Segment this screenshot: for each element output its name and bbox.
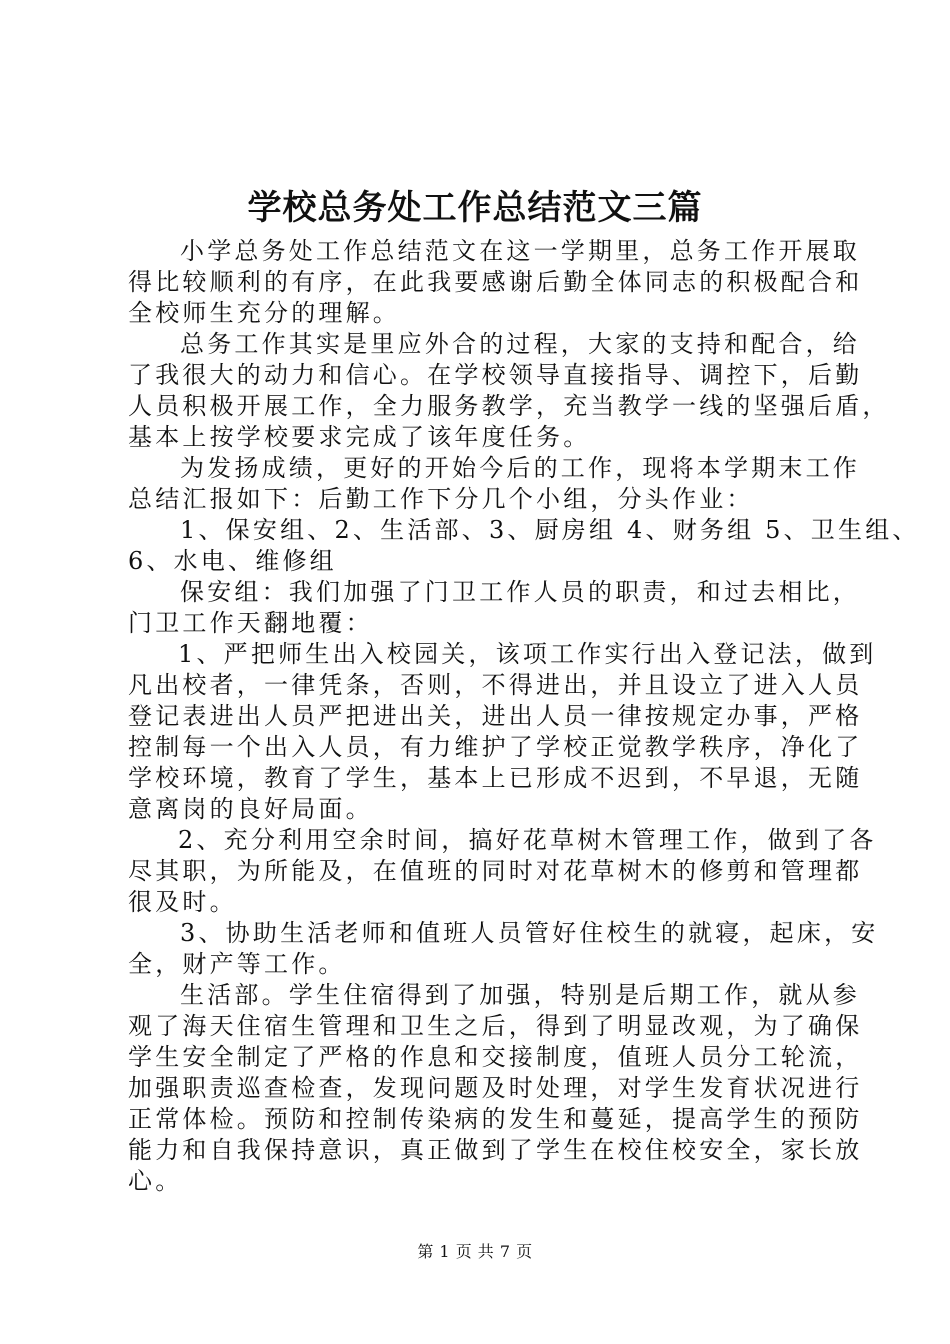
- body-line: 加强职责巡查检查，发现问题及时处理，对学生发育状况进行: [128, 1074, 863, 1102]
- body-line: 总结汇报如下：后勤工作下分几个小组，分头作业：: [128, 485, 754, 513]
- body-line: 6、水电、维修组: [128, 547, 337, 575]
- body-line: 学生安全制定了严格的作息和交接制度，值班人员分工轮流，: [128, 1043, 863, 1071]
- body-line: 得比较顺利的有序，在此我要感谢后勤全体同志的积极配合和: [128, 268, 863, 296]
- body-line: 小学总务处工作总结范文在这一学期里，总务工作开展取: [180, 237, 860, 265]
- body-line: 能力和自我保持意识，真正做到了学生在校住校安全，家长放: [128, 1136, 863, 1164]
- body-line: 门卫工作天翻地覆：: [128, 609, 373, 637]
- body-line: 正常体检。预防和控制传染病的发生和蔓延，提高学生的预防: [128, 1105, 863, 1133]
- body-line: 了我很大的动力和信心。在学校领导直接指导、调控下，后勤: [128, 361, 863, 389]
- body-line: 1、保安组、2、生活部、3、厨房组 4、财务组 5、卫生组、: [180, 516, 920, 544]
- body-line: 意离岗的良好局面。: [128, 795, 373, 823]
- body-line: 心。: [128, 1167, 183, 1195]
- body-line: 全校师生充分的理解。: [128, 299, 400, 327]
- body-line: 人员积极开展工作，全力服务教学，充当教学一线的坚强后盾，: [128, 392, 890, 420]
- body-line: 学校环境，教育了学生，基本上已形成不迟到，不早退，无随: [128, 764, 863, 792]
- body-line: 很及时。: [128, 888, 237, 916]
- body-line: 3、协助生活老师和值班人员管好住校生的就寝，起床，安: [180, 919, 879, 947]
- body-line: 凡出校者，一律凭条，否则，不得进出，并且设立了进入人员: [128, 671, 863, 699]
- body-line: 1、严把师生出入校园关，该项工作实行出入登记法，做到: [178, 640, 877, 668]
- body-line: 观了海天住宿生管理和卫生之后，得到了明显改观，为了确保: [128, 1012, 863, 1040]
- body-line: 控制每一个出入人员，有力维护了学校正觉教学秩序，净化了: [128, 733, 863, 761]
- document-title: 学校总务处工作总结范文三篇: [247, 188, 703, 228]
- body-line: 登记表进出人员严把进出关，进出人员一律按规定办事，严格: [128, 702, 863, 730]
- body-line: 全，财产等工作。: [128, 950, 346, 978]
- body-line: 生活部。学生住宿得到了加强，特别是后期工作，就从参: [180, 981, 860, 1009]
- body-line: 基本上按学校要求完成了该年度任务。: [128, 423, 591, 451]
- body-line: 为发扬成绩，更好的开始今后的工作，现将本学期末工作: [180, 454, 860, 482]
- body-line: 总务工作其实是里应外合的过程，大家的支持和配合，给: [180, 330, 860, 358]
- body-line: 保安组：我们加强了门卫工作人员的职责，和过去相比，: [180, 578, 860, 606]
- body-line: 尽其职，为所能及，在值班的同时对花草树木的修剪和管理都: [128, 857, 863, 885]
- body-line: 2、充分利用空余时间，搞好花草树木管理工作，做到了各: [178, 826, 877, 854]
- page-number-footer: 第 1 页 共 7 页: [417, 1242, 533, 1261]
